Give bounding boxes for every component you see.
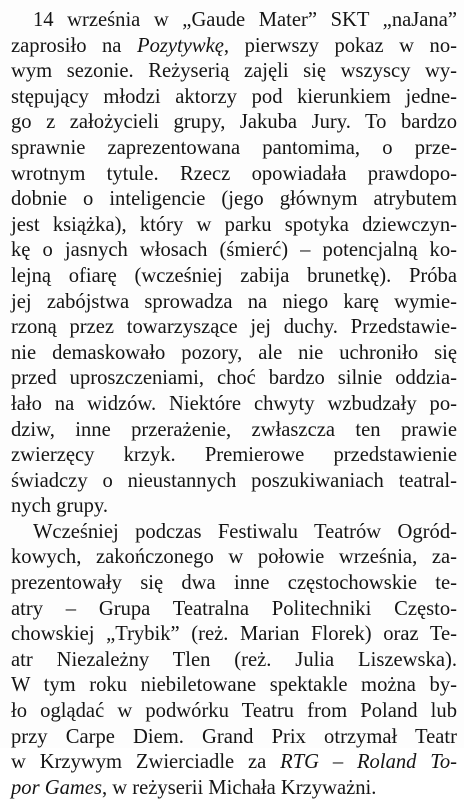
text-line [11,648,457,674]
text-line [11,750,457,776]
text-line [11,136,457,162]
article-paragraph [11,8,457,520]
text-line [11,520,457,546]
text-segment: sprawnie zaprezentowana pantomima, o prze- [11,136,457,159]
text-segment: ło oglądać w podwórku Teatru from Poland lub [11,700,457,723]
text-line [11,597,457,623]
text-segment: dziw, inne przerażenie, zwłaszcza ten prawie [11,418,457,441]
text-line [11,59,457,85]
text-line [11,725,457,751]
text-line [11,494,457,520]
text-segment: jest książka), który w parku spotyka dziewczyn- [11,213,457,236]
text-segment: łało na widzów. Niektóre chwyty wzbudzały po- [11,392,457,415]
text-segment: prezentowały się dwa inne częstochowskie te- [11,572,457,595]
text-line [11,366,457,392]
text-line [11,469,457,495]
text-segment: rzoną przez towarzyszące jej duchy. Przedstawie- [11,316,457,339]
text-segment: jej zabójstwa sprowadza na niego karę wymie- [11,290,457,313]
text-line [11,85,457,111]
text-line [11,392,457,418]
text-line [11,443,457,469]
text-line [11,290,457,316]
text-line [11,110,457,136]
text-segment: stępujący młodzi aktorzy pod kierunkiem jedne- [11,85,457,108]
text-line [11,315,457,341]
text-segment: 14 września w „Gaude Mater” SKT „naJana” [33,9,457,31]
text-segment: lejną ofiarę (wcześniej zabija brunetkę). Próba [11,264,457,287]
text-segment: W tym roku niebiletowane spektakle można by- [11,674,457,697]
text-segment: świadczy o nieustannych poszukiwaniach teatral- [11,469,457,492]
text-segment: dobnie o inteligencie (jego głównym atrybutem [11,188,457,211]
text-line [11,187,457,213]
text-segment: go z założycieli grupy, Jakuba Jury. To bardzo [11,111,457,134]
text-segment: przy Carpe Diem. Grand Prix otrzymał Teatr [11,725,457,748]
text-line [11,776,457,801]
text-segment: kę o jasnych włosach (śmierć) – potencjalną ko- [11,239,457,262]
text-line [11,8,457,34]
text-line [11,545,457,571]
text-line [11,264,457,290]
text-segment: kowych, zakończonego w połowie września, za- [11,546,457,569]
text-segment: zaprosiło na [11,34,137,57]
text-line [11,699,457,725]
text-line [11,341,457,367]
text-segment: przed uproszczeniami, choć bardzo silnie oddzia- [11,367,457,390]
text-segment: wrotnym tytule. Rzecz opowiadała prawdopo- [11,162,457,185]
text-line [11,34,457,60]
text-line [11,418,457,444]
text-segment: wym sezonie. Reżyserią zajęli się wszyscy wy- [11,60,457,83]
text-segment: w Krzywym Zwierciadle za [11,751,281,774]
article-column [11,8,457,801]
text-line [11,162,457,188]
text-line [11,622,457,648]
italic-title: RTG – Roland To- [280,751,457,774]
text-segment: nych grupy. [11,495,109,518]
text-segment: zwierzęcy krzyk. Premierowe przedstawienie [11,444,457,467]
text-line [11,238,457,264]
text-segment: , w reżyserii Michała Krzyważni. [101,776,377,799]
text-line [11,571,457,597]
text-segment: atry – Grupa Teatralna Politechniki Często- [11,597,457,620]
text-segment: atr Niezależny Tlen (reż. Julia Liszewska). [11,648,457,671]
italic-title: Pozytywkę [136,34,224,57]
italic-title: por Games [11,776,102,799]
article-paragraph [11,520,457,801]
text-segment: nie demaskowało pozory, ale nie uchroniło się [11,341,457,364]
text-segment: , pierwszy pokaz w no- [223,34,457,57]
text-line [11,213,457,239]
text-segment: chowskiej „Trybik” (reż. Marian Florek) oraz Te- [11,623,457,646]
text-segment: Wcześniej podczas Festiwalu Teatrów Ogród- [33,520,457,543]
text-line [11,673,457,699]
